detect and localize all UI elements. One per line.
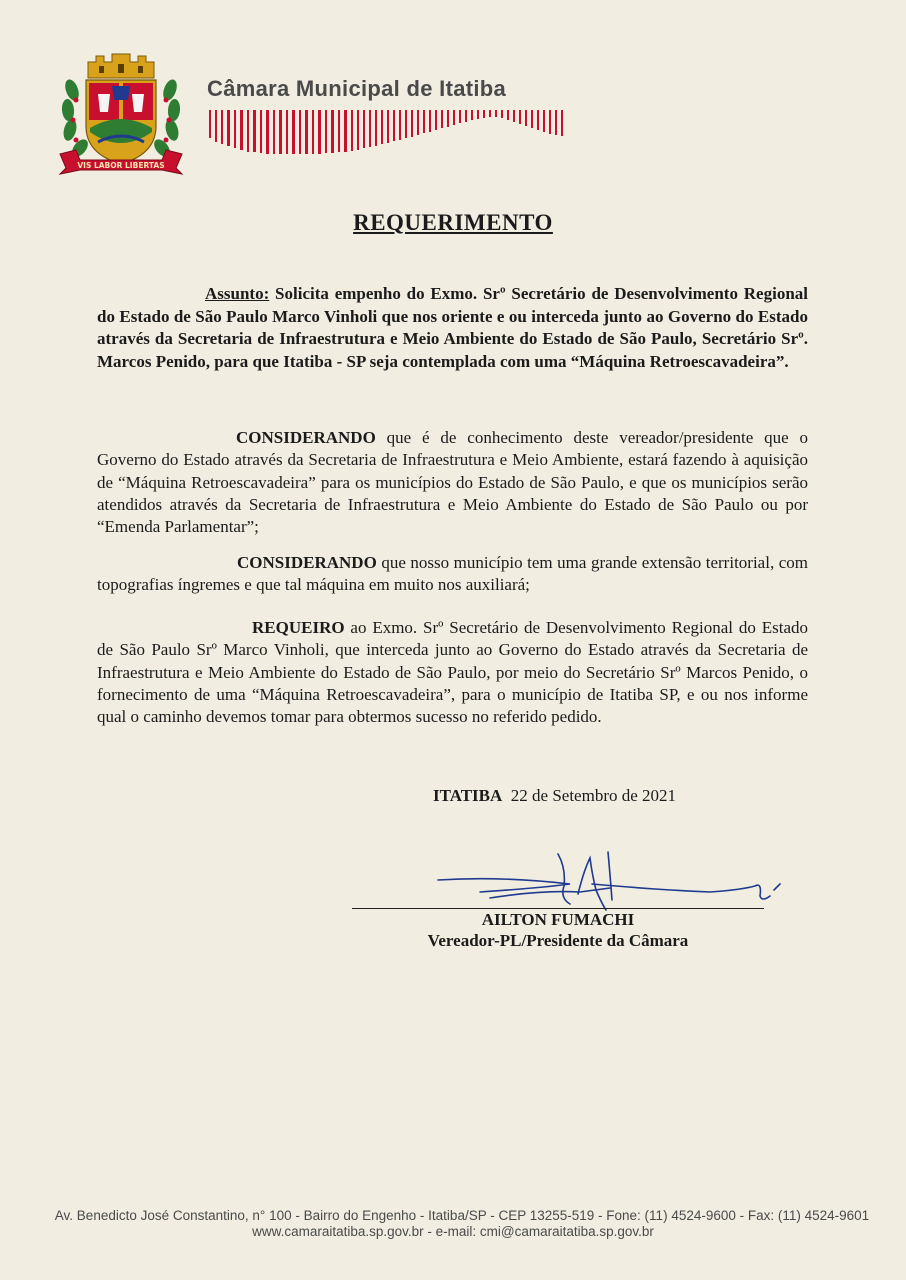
- date-line: [433, 786, 676, 806]
- paragraph-lead: CONSIDERANDO: [237, 553, 377, 572]
- coat-of-arms-logo: [58, 50, 184, 178]
- paragraph-text: que nosso município tem uma grande extensão territorial, com topografias íngremes e que tal máquina em muito nos auxiliará;: [97, 553, 808, 595]
- signature-line: [352, 908, 764, 909]
- considering-paragraph-1: [97, 427, 808, 538]
- organization-name: Câmara Municipal de Itatiba: [207, 76, 507, 101]
- footer-address: Av. Benedicto José Constantino, n° 100 - Bairro do Engenho - Itatiba/SP - CEP 13255-519 - Fone: (11) 4524-9600 - Fax: (11) 4524-9601: [54, 1208, 870, 1223]
- signer-role: Vereador-PL/Presidente da Câmara: [427, 931, 689, 950]
- footer-contact: www.camaraitatiba.sp.gov.br - e-mail: cmi@camaraitatiba.sp.gov.br: [252, 1224, 654, 1239]
- considering-paragraph-2: [97, 552, 808, 597]
- city-name: ITATIBA: [433, 786, 503, 805]
- request-paragraph: [97, 617, 808, 728]
- paragraph-lead: REQUEIRO: [252, 618, 345, 637]
- paragraph-text: que é de conhecimento deste vereador/presidente que o Governo do Estado através da Secretaria de Infraestrutura e Meio Ambiente, estará fazendo à aquisição de “Máquina Retroescavadeira” para os municípios do Estado de São Paulo, e que os municípios serão atendidos através da Secretaria de Infraestrutura e Meio Ambiente do Estado de São Paulo ou por “Emenda Parlamentar”;: [97, 428, 808, 537]
- signer-name: AILTON FUMACHI: [481, 910, 635, 929]
- subject-text: Solicita empenho do Exmo. Srº Secretário de Desenvolvimento Regional do Estado de São Paulo Marco Vinholi que nos oriente e ou interceda junto ao Governo do Estado através da Secretaria de Infraestrutura e Meio Ambiente do Estado de São Paulo, Secretário Srº. Marcos Penido, para que Itatiba - SP seja contemplada com uma “Máquina Retroescavadeira”.: [97, 284, 808, 371]
- subject-label: Assunto:: [205, 284, 270, 303]
- crest-motto: VIS LABOR LIBERTAS: [77, 161, 165, 170]
- paragraph-lead: CONSIDERANDO: [236, 428, 376, 447]
- decorative-bars-graphic: [209, 108, 565, 154]
- document-date: 22 de Setembro de 2021: [510, 786, 677, 805]
- paragraph-text: ao Exmo. Srº Secretário de Desenvolvimento Regional do Estado de São Paulo Srº Marco Vinholi, que interceda junto ao Governo do Estado através da Secretaria de Infraestrutura e Meio Ambiente do Estado de São Paulo, por meio do Secretário Srº Marcos Penido, o fornecimento de uma “Máquina Retroescavadeira”, para o município de Itatiba SP, e ou nos informe qual o caminho devemos tomar para obtermos sucesso no referido pedido.: [97, 618, 808, 727]
- document-title: REQUERIMENTO: [353, 210, 553, 235]
- subject-paragraph: [97, 283, 808, 373]
